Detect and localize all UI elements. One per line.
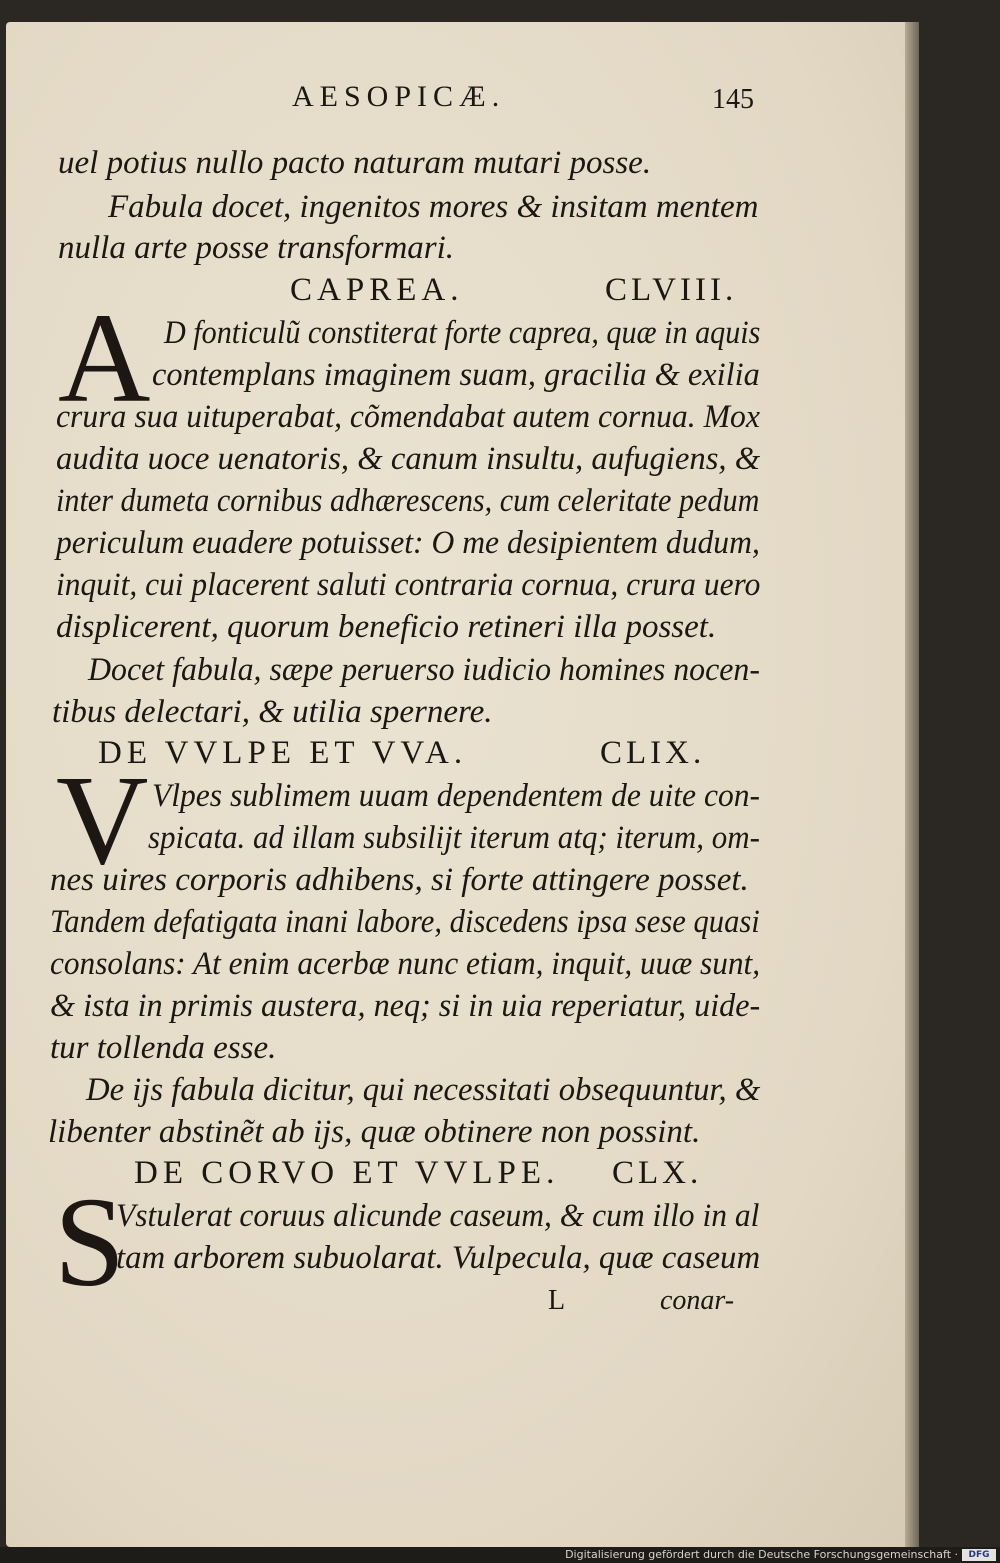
text-line: inquit, cui placerent saluti contraria cornua, crura uero	[56, 567, 761, 603]
text-line: periculum euadere potuisset: O me desipientem dudum,	[56, 525, 760, 561]
drop-capital: A	[58, 287, 151, 429]
text-line: De ijs fabula dicitur, qui necessitati obsequuntur, &	[86, 1072, 761, 1108]
text-line: contemplans imaginem suam, gracilia & exilia	[152, 357, 760, 393]
text-line: tibus delectari, & utilia spernere.	[52, 694, 493, 730]
text-line: displicerent, quorum beneficio retineri illa posset.	[56, 609, 717, 645]
text-line: Fabula docet, ingenitos mores & insitam mentem	[108, 189, 759, 225]
fable-number: CLVIII.	[605, 272, 738, 308]
text-line: consolans: At enim acerbæ nunc etiam, inquit, uuæ sunt,	[50, 946, 761, 982]
text-line: spicata. ad illam subsilijt iterum atq; iterum, om-	[148, 820, 760, 856]
fable-title: CAPREA.	[290, 272, 464, 308]
fable-number: CLX.	[612, 1155, 703, 1191]
fable-number: CLIX.	[600, 735, 706, 771]
text-line: Vstulerat coruus alicunde caseum, & cum illo in al	[116, 1198, 760, 1234]
page-edge	[905, 22, 919, 1547]
catchword: conar-	[660, 1285, 735, 1316]
text-line: nes uires corporis adhibens, si forte attingere posset.	[50, 862, 749, 898]
fable-title: DE CORVO ET VVLPE.	[134, 1155, 560, 1191]
text-line: tur tollenda esse.	[50, 1030, 277, 1066]
text-line: uel potius nullo pacto naturam mutari posse.	[58, 145, 652, 181]
text-line: crura sua uituperabat, cõmendabat autem cornua. Mox	[56, 399, 760, 435]
text-line: inter dumeta cornibus adhærescens, cum celeritate pedum	[56, 483, 760, 519]
page-header	[0, 80, 1000, 124]
text-line: Docet fabula, sæpe peruerso iudicio homines nocen-	[88, 652, 760, 688]
dfg-logo: DFG	[962, 1549, 996, 1561]
text-line: Vlpes sublimem uuam dependentem de uite con-	[152, 778, 761, 814]
drop-capital: S	[54, 1171, 126, 1313]
text-line: & ista in primis austera, neq; si in uia reperiatur, uide-	[50, 988, 761, 1024]
footer-credit: Digitalisierung gefördert durch die Deutsche Forschungsgemeinschaft ·	[565, 1548, 958, 1561]
text-line: tam arborem subuolarat. Vulpecula, quæ caseum	[116, 1240, 761, 1276]
running-title: AESOPICÆ.	[292, 80, 506, 113]
page-number: 145	[712, 84, 754, 115]
text-line: Tandem defatigata inani labore, discedens ipsa sese quasi	[50, 904, 760, 940]
signature-mark: L	[548, 1285, 566, 1316]
text-line: D fonticulũ constiterat forte caprea, quæ in aquis	[164, 315, 761, 351]
drop-capital: V	[56, 749, 149, 891]
text-line: audita uoce uenatoris, & canum insultu, aufugiens, &	[56, 441, 761, 477]
fable-title: DE VVLPE ET VVA.	[98, 735, 468, 771]
text-line: nulla arte posse transformari.	[58, 230, 455, 266]
text-line: libenter abstinẽt ab ijs, quæ obtinere non possint.	[48, 1114, 701, 1150]
